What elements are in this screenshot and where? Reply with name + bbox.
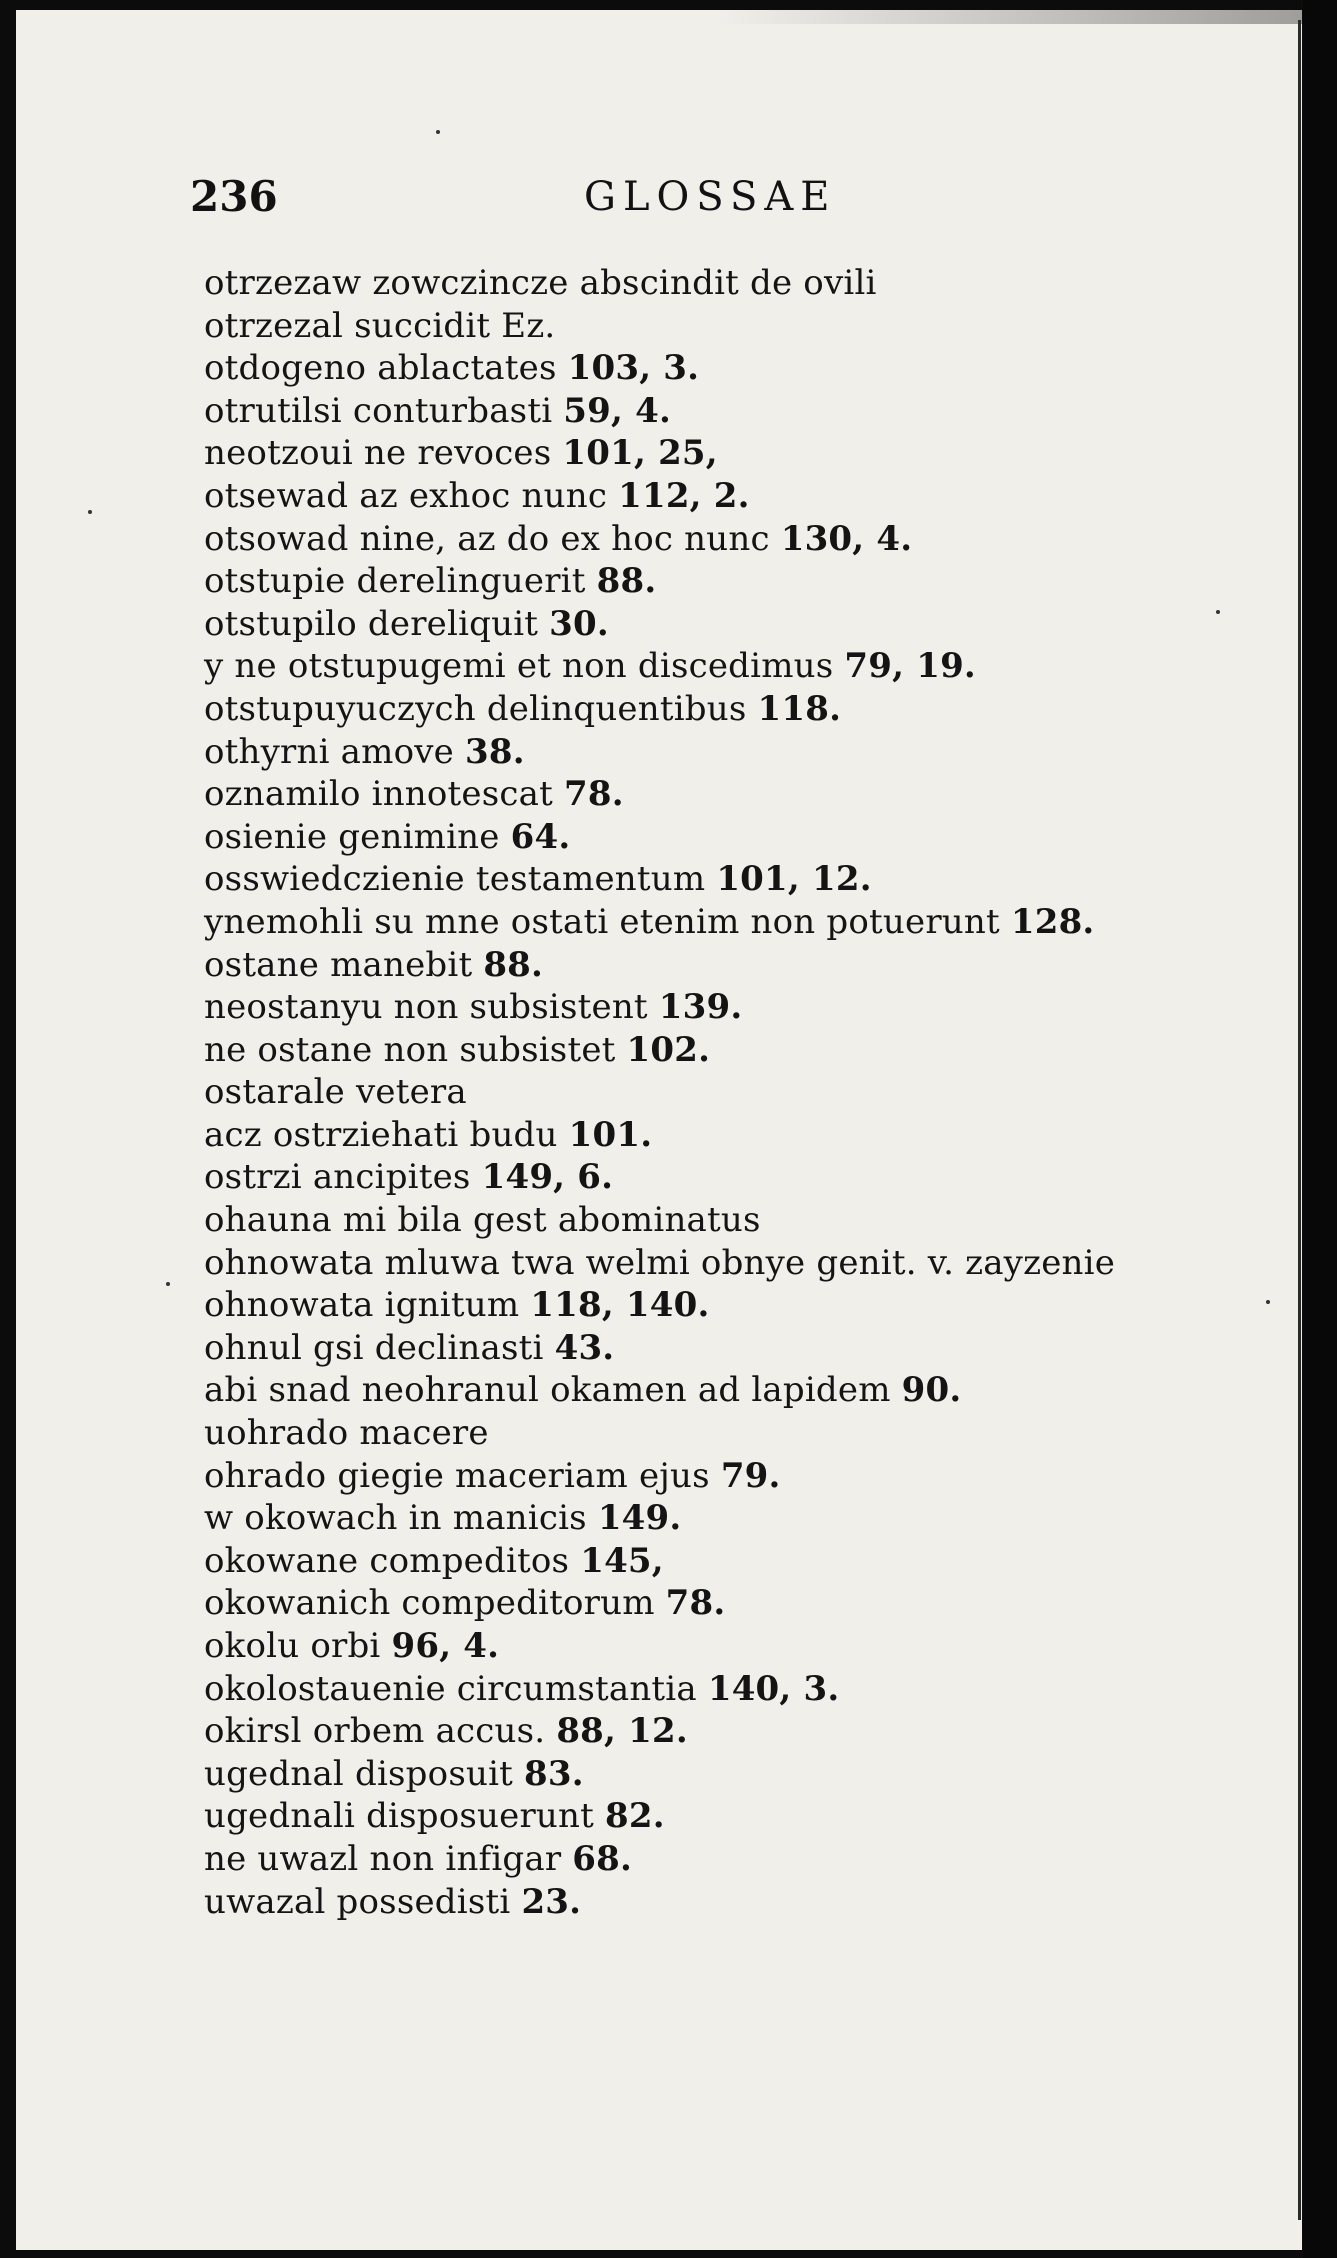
entry-text: othyrni amove bbox=[204, 731, 454, 772]
entry-ref: 149, 6. bbox=[481, 1157, 614, 1198]
entry-text: ne ostane non subsistet bbox=[204, 1029, 616, 1070]
entry-text: okolostauenie circumstantia bbox=[204, 1668, 697, 1709]
entry-text: okowanich compeditorum bbox=[204, 1583, 655, 1624]
book-page bbox=[16, 10, 1302, 2250]
entry-ref: 102. bbox=[626, 1029, 711, 1070]
glossary-entry bbox=[204, 1540, 1284, 1583]
entry-ref: 68. bbox=[572, 1838, 633, 1879]
glossary-entry bbox=[204, 1625, 1284, 1668]
glossary-entry bbox=[204, 1071, 1284, 1114]
paper-speck bbox=[88, 510, 92, 514]
entry-text: uohrado macere bbox=[204, 1413, 489, 1454]
entry-text: acz ostrziehati budu bbox=[204, 1114, 558, 1155]
running-title: GLOSSAE bbox=[584, 174, 837, 220]
entry-text: ostarale vetera bbox=[204, 1072, 467, 1113]
entry-ref: 128. bbox=[1010, 901, 1095, 942]
glossary-entry bbox=[204, 1412, 1284, 1455]
paper-speck bbox=[166, 1282, 170, 1286]
entry-ref: 79. bbox=[720, 1455, 781, 1496]
entry-text: osswiedczienie testamentum bbox=[204, 859, 706, 900]
glossary-entry bbox=[204, 390, 1284, 433]
glossary-entry bbox=[204, 1327, 1284, 1370]
glossary-entry bbox=[204, 901, 1284, 944]
glossary-entry bbox=[204, 1753, 1284, 1796]
entry-text: otsewad az exhoc nunc bbox=[204, 475, 608, 516]
entry-ref: 59, 4. bbox=[563, 390, 671, 431]
glossary-entry bbox=[204, 603, 1284, 646]
glossary-entry bbox=[204, 1710, 1284, 1753]
glossary-entry bbox=[204, 1242, 1284, 1285]
glossary-entry bbox=[204, 475, 1284, 518]
entry-ref: 30. bbox=[549, 603, 609, 644]
entry-text: okirsl orbem accus. bbox=[204, 1711, 546, 1752]
entry-text: otrutilsi conturbasti bbox=[204, 390, 553, 431]
glossary-entry bbox=[204, 560, 1284, 603]
entry-ref: 101, 25, bbox=[562, 433, 718, 474]
entry-text: ynemohli su mne ostati etenim non potuerunt bbox=[204, 901, 1000, 942]
glossary-entry bbox=[204, 731, 1284, 774]
entry-ref: 101. bbox=[568, 1114, 653, 1155]
entry-text: otstupuyuczych delinquentibus bbox=[204, 688, 747, 729]
glossary-entry bbox=[204, 1582, 1284, 1625]
glossary-entry bbox=[204, 1369, 1284, 1412]
entry-text: ohnowata ignitum bbox=[204, 1285, 520, 1326]
entry-ref: 112, 2. bbox=[618, 475, 750, 516]
glossary-entry bbox=[204, 645, 1284, 688]
page-number: 236 bbox=[190, 172, 278, 221]
entry-text: okowane compeditos bbox=[204, 1540, 570, 1581]
entry-text: oznamilo innotescat bbox=[204, 774, 553, 815]
entry-text: okolu orbi bbox=[204, 1626, 381, 1666]
glossary-entry bbox=[204, 347, 1284, 390]
glossary-entry bbox=[204, 858, 1284, 901]
entry-ref: 130, 4. bbox=[780, 518, 913, 559]
entry-text: abi snad neohranul okamen ad lapidem bbox=[204, 1370, 891, 1411]
entry-ref: 38. bbox=[465, 731, 525, 772]
glossary-entry bbox=[204, 1795, 1284, 1838]
entry-text: uwazal possedisti bbox=[204, 1881, 511, 1922]
entry-ref: 149. bbox=[597, 1498, 682, 1539]
paper-speck bbox=[1216, 610, 1220, 614]
entry-ref: 101, 12. bbox=[716, 859, 872, 900]
glossary-entry bbox=[204, 1838, 1284, 1881]
glossary-entry bbox=[204, 1199, 1284, 1242]
page-edge bbox=[1298, 20, 1301, 2220]
glossary-entry bbox=[204, 688, 1284, 731]
glossary-entry bbox=[204, 1497, 1284, 1540]
entry-ref: 83. bbox=[524, 1753, 584, 1794]
entry-text: ohnul gsi declinasti bbox=[204, 1327, 544, 1368]
entry-ref: 140, 3. bbox=[707, 1668, 840, 1709]
entry-text: otrzezaw zowczincze abscindit de ovili bbox=[204, 263, 877, 303]
entry-ref: 78. bbox=[665, 1583, 726, 1624]
glossary-entry bbox=[204, 1881, 1284, 1924]
entry-text: otstupie derelinguerit bbox=[204, 561, 586, 602]
scan-margin bbox=[1303, 0, 1337, 2258]
glossary-entry bbox=[204, 262, 1284, 305]
glossary-entry bbox=[204, 1668, 1284, 1711]
glossary-entry bbox=[204, 1156, 1284, 1199]
entry-text: ugednali disposuerunt bbox=[204, 1796, 594, 1837]
entry-ref: 64. bbox=[510, 816, 571, 857]
glossary-entry bbox=[204, 773, 1284, 816]
entry-ref: 23. bbox=[521, 1881, 582, 1922]
entry-text: y ne otstupugemi et non discedimus bbox=[204, 646, 834, 687]
page-top-shadow bbox=[716, 10, 1302, 24]
entry-text: ostrzi ancipites bbox=[204, 1157, 471, 1198]
entry-ref: 88. bbox=[483, 944, 544, 985]
entry-text: ohrado giegie maceriam ejus bbox=[204, 1455, 710, 1496]
glossary-entry bbox=[204, 432, 1284, 475]
glossary-entry bbox=[204, 518, 1284, 561]
entry-text: neostanyu non subsistent bbox=[204, 987, 648, 1028]
glossary-list bbox=[204, 262, 1284, 1923]
entry-ref: 145, bbox=[580, 1540, 664, 1581]
entry-text: otsowad nine, az do ex hoc nunc bbox=[204, 518, 770, 559]
glossary-entry bbox=[204, 816, 1284, 859]
entry-ref: 118, 140. bbox=[530, 1285, 710, 1326]
glossary-entry bbox=[204, 986, 1284, 1029]
glossary-entry bbox=[204, 1114, 1284, 1157]
entry-ref: 43. bbox=[554, 1327, 615, 1368]
entry-text: otdogeno ablactates bbox=[204, 348, 557, 389]
glossary-entry bbox=[204, 1284, 1284, 1327]
glossary-entry bbox=[204, 1455, 1284, 1498]
entry-text: ostane manebit bbox=[204, 944, 473, 985]
paper-speck bbox=[436, 130, 440, 134]
entry-ref: 79, 19. bbox=[844, 646, 976, 687]
entry-ref: 82. bbox=[605, 1796, 665, 1837]
entry-text: ohauna mi bila gest abominatus bbox=[204, 1200, 761, 1241]
entry-ref: 96, 4. bbox=[391, 1626, 500, 1666]
entry-text: ugednal disposuit bbox=[204, 1753, 514, 1794]
entry-ref: 118. bbox=[757, 688, 842, 729]
entry-ref: 139. bbox=[658, 987, 743, 1028]
entry-ref: 90. bbox=[901, 1370, 962, 1411]
entry-ref: 103, 3. bbox=[567, 348, 700, 389]
entry-text: otstupilo dereliquit bbox=[204, 603, 539, 644]
entry-text: w okowach in manicis bbox=[204, 1498, 587, 1539]
entry-ref: 88. bbox=[596, 561, 657, 602]
entry-ref: 88, 12. bbox=[556, 1711, 688, 1752]
entry-text: otrzezal succidit Ez. bbox=[204, 305, 556, 346]
entry-text: ohnowata mluwa twa welmi obnye genit. v. zayzenie bbox=[204, 1242, 1116, 1283]
glossary-entry bbox=[204, 1029, 1284, 1072]
glossary-entry bbox=[204, 305, 1284, 348]
glossary-entry bbox=[204, 944, 1284, 987]
entry-text: ne uwazl non infigar bbox=[204, 1838, 562, 1879]
page-header bbox=[190, 172, 990, 228]
paper-speck bbox=[1266, 1300, 1270, 1304]
entry-text: neotzoui ne revoces bbox=[204, 433, 552, 474]
entry-text: osienie genimine bbox=[204, 816, 500, 857]
entry-ref: 78. bbox=[563, 774, 624, 815]
